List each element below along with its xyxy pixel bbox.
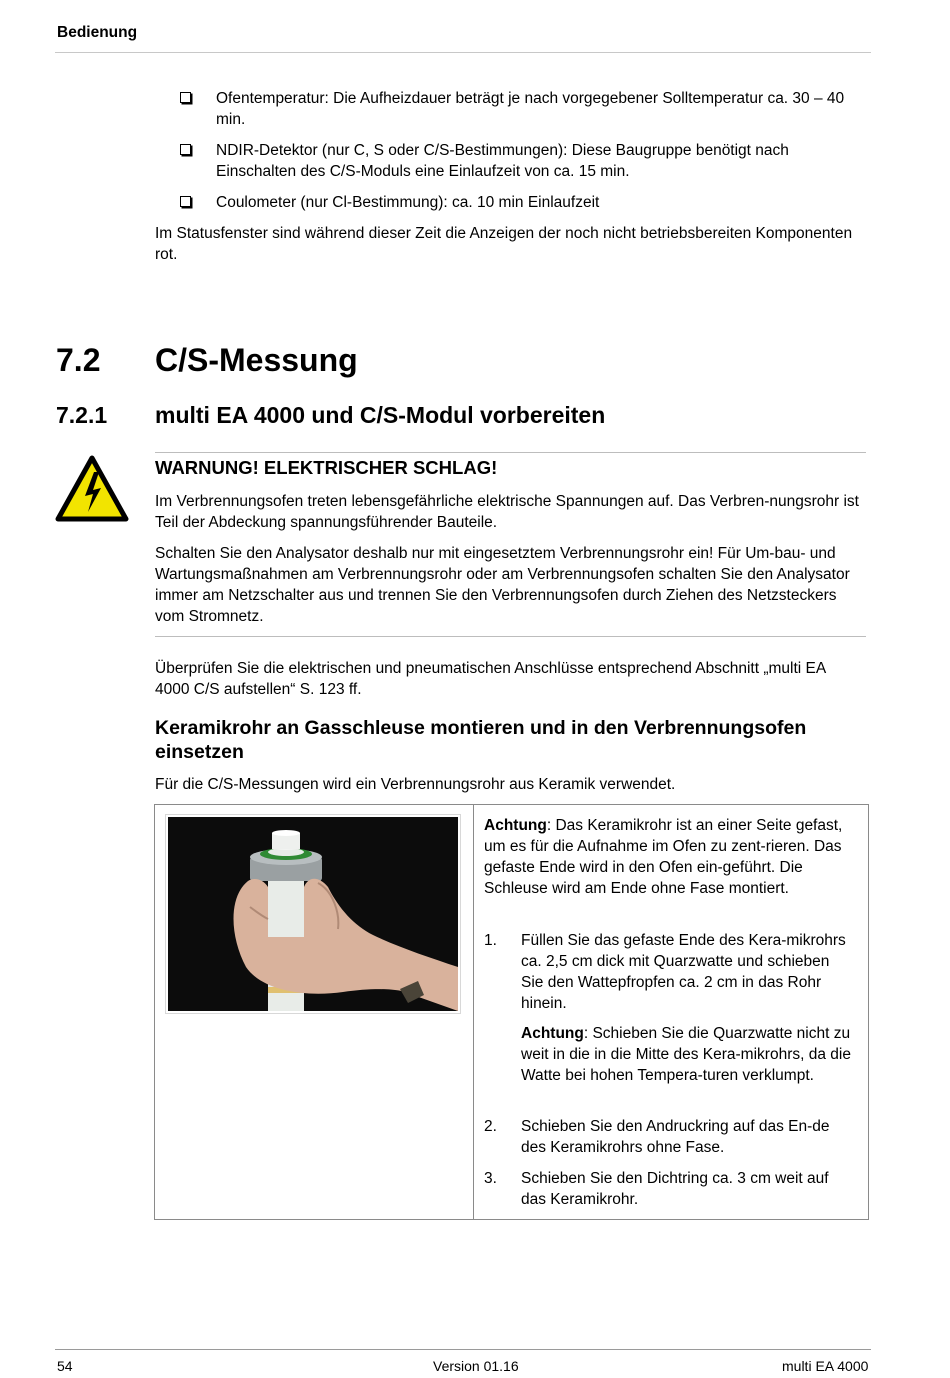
page-number: 54	[57, 1358, 73, 1374]
subsection-title: multi EA 4000 und C/S-Modul vorbereiten	[155, 402, 606, 428]
step-note	[521, 1023, 861, 1086]
product-name: multi EA 4000	[782, 1358, 869, 1374]
section-title: C/S-Messung	[155, 342, 358, 378]
procedure-intro: Für die C/S-Messungen wird ein Verbrennungsrohr aus Keramik verwendet.	[155, 776, 676, 793]
ceramic-tube-photo	[165, 814, 461, 1014]
step-note-label: Achtung	[521, 1025, 584, 1042]
bullet-item: Coulometer (nur Cl-Bestimmung): ca. 10 min Einlaufzeit	[216, 194, 600, 211]
step-number: 3.	[484, 1170, 497, 1187]
instruction-table	[154, 804, 869, 1220]
warning-bottom-rule	[155, 636, 866, 637]
step-text: Füllen Sie das gefaste Ende des Kera-mikrohrs ca. 2,5 cm dick mit Quarzwatte und schieben Sie den Wattepfropfen ca. 2 cm in das Rohr hinein.	[521, 932, 846, 1012]
bullet-item: Ofentemperatur: Die Aufheizdauer beträgt je nach vorgegebener Solltemperatur ca. 30 – 40 min.	[216, 90, 845, 128]
checkbox-bullet-icon	[180, 92, 191, 103]
achtung-text: : Das Keramikrohr ist an einer Seite gefast, um es für die Aufnahme im Ofen zu zent-rieren. Das gefaste Ende wird in den Ofen ein-geführt. Die Schleuse wird am Ende ohne Fase montiert.	[484, 817, 843, 897]
document-version: Version 01.16	[433, 1358, 519, 1374]
step-number: 1.	[484, 932, 497, 949]
step-note-text: : Schieben Sie die Quarzwatte nicht zu weit in die in die Mitte des Kera-mikrohrs, da die Watte bei hohen Tempera-turen verklumpt.	[521, 1025, 851, 1084]
warning-title: WARNUNG! ELEKTRISCHER SCHLAG!	[155, 457, 498, 478]
achtung-note	[484, 815, 859, 899]
warning-top-rule	[155, 452, 866, 453]
checkbox-bullet-icon	[180, 144, 191, 155]
warning-paragraph: Im Verbrennungsofen treten lebensgefährliche elektrische Spannungen auf. Das Verbren-nungsrohr ist Teil der Abdeckung spannungsführender Bauteile.	[155, 493, 859, 531]
achtung-label: Achtung	[484, 817, 547, 834]
procedure-heading: Keramikrohr an Gasschleuse montieren und in den Verbrennungsofen einsetzen	[155, 717, 807, 763]
step-text: Schieben Sie den Andruckring auf das En-de des Keramikrohrs ohne Fase.	[521, 1118, 830, 1156]
step-text: Schieben Sie den Dichtring ca. 3 cm weit auf das Keramikrohr.	[521, 1170, 829, 1208]
instruction-cell	[474, 805, 869, 1220]
subsection-number: 7.2.1	[56, 402, 108, 428]
photo-cell	[155, 805, 474, 1220]
status-note: Im Statusfenster sind während dieser Zeit die Anzeigen der noch nicht betriebsbereiten Komponenten rot.	[155, 225, 853, 263]
check-connections-text: Überprüfen Sie die elektrischen und pneumatischen Anschlüsse entsprechend Abschnitt „multi EA 4000 C/S aufstellen“ S. 123 ff.	[155, 660, 826, 698]
header-rule	[55, 52, 871, 53]
running-header: Bedienung	[57, 24, 138, 41]
checkbox-bullet-icon	[180, 196, 191, 207]
section-number: 7.2	[56, 342, 101, 378]
step-number: 2.	[484, 1118, 497, 1135]
warning-paragraph: Schalten Sie den Analysator deshalb nur mit eingesetztem Verbrennungsrohr ein! Für Um-bau- und Wartungsmaßnahmen am Verbrennungsrohr oder am Verbrennungsofen schalten Sie den Analysator immer am Netzschalter aus und trennen Sie den Verbrennungsofen durch Ziehen des Netzsteckers vom Stromnetz.	[155, 545, 850, 625]
bullet-item: NDIR-Detektor (nur C, S oder C/S-Bestimmungen): Diese Baugruppe benötigt nach Einschalten des C/S-Moduls eine Einlaufzeit von ca. 15 min.	[216, 142, 789, 180]
footer-rule	[55, 1349, 871, 1350]
high-voltage-warning-icon	[55, 455, 129, 523]
